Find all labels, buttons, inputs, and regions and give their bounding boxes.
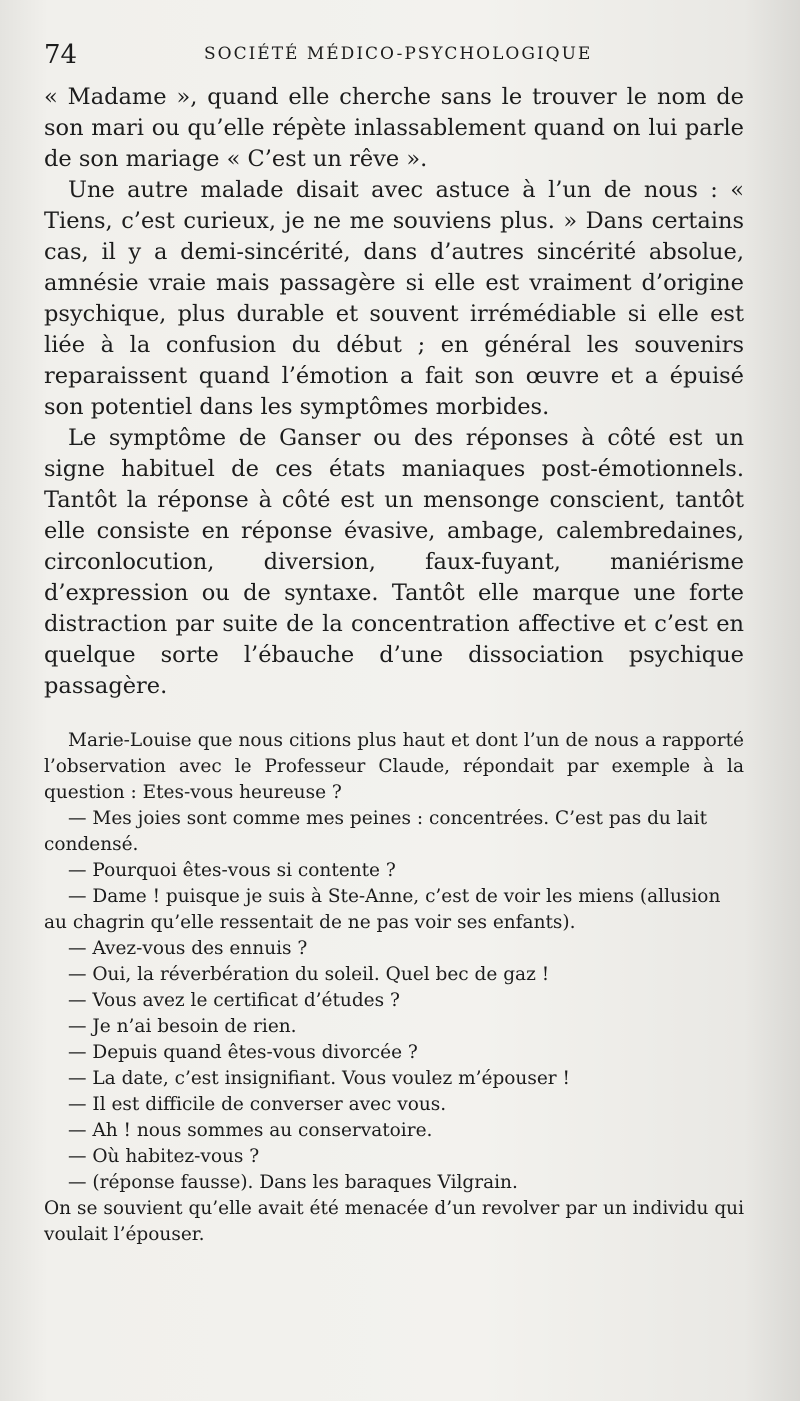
dialogue-line: — La date, c’est insignifiant. Vous voulez m’épouser ! (68, 1068, 570, 1089)
dialogue-line: — Je n’ai besoin de rien. (68, 1016, 297, 1037)
dialogue-line: — Avez-vous des ennuis ? (68, 938, 308, 959)
dialogue-line: — Pourquoi êtes-vous si contente ? (68, 860, 396, 881)
case-intro: Marie-Louise que nous citions plus haut et dont l’un de nous a rapporté l’observation avec le Professeur Claude, répondait par exemple à la question : Etes-vous heureuse ? (44, 730, 744, 803)
dialogue-line: — Vous avez le certificat d’études ? (68, 990, 400, 1011)
main-text (44, 82, 744, 702)
dialogue-line: — (réponse fausse). Dans les baraques Vilgrain. (68, 1172, 518, 1193)
dialogue-line: — Ah ! nous sommes au conservatoire. (68, 1120, 433, 1141)
page-header (44, 40, 744, 72)
page-body (44, 82, 744, 1248)
paragraph: Une autre malade disait avec astuce à l’un de nous : « Tiens, c’est curieux, je ne me souviens plus. » Dans certains cas, il y a demi-sincérité, dans d’autres sincérité absolue, amnésie vraie mais passagère si elle est vraiment d’origine psychique, plus durable et souvent irrémédiable si elle est liée à la confusion du début ; en général les souvenirs reparaissent quand l’émotion a fait son œuvre et a épuisé son potentiel dans les symptômes morbides. (44, 177, 744, 420)
dialogue-line: — Depuis quand êtes-vous divorcée ? (68, 1042, 418, 1063)
case-closing: On se souvient qu’elle avait été menacée d’un revolver par un individu qui voulait l’épouser. (44, 1198, 744, 1245)
dialogue-line: — Mes joies sont comme mes peines : concentrées. C’est pas du lait condensé. (44, 808, 707, 855)
paragraph: « Madame », quand elle cherche sans le trouver le nom de son mari ou qu’elle répète inlassablement quand on lui parle de son mariage « C’est un rêve ». (44, 84, 744, 172)
dialogue-line: — Oui, la réverbération du soleil. Quel bec de gaz ! (68, 964, 550, 985)
dialogue-line: — Où habitez-vous ? (68, 1146, 260, 1167)
page-number: 74 (44, 40, 78, 70)
dialogue-line: — Dame ! puisque je suis à Ste-Anne, c’est de voir les miens (allusion au chagrin qu’elle ressentait de ne pas voir ses enfants). (44, 886, 721, 933)
running-head: SOCIÉTÉ MÉDICO-PSYCHOLOGIQUE (204, 44, 593, 64)
paragraph: Le symptôme de Ganser ou des réponses à côté est un signe habituel de ces états maniaques post-émotionnels. Tantôt la réponse à côté est un mensonge conscient, tantôt elle consiste en réponse évasive, ambage, calembredaines, circonlocution, diversion, faux-fuyant, maniérisme d’expression ou de syntaxe. Tantôt elle marque une forte distraction par suite de la concentration affective et c’est en quelque sorte l’ébauche d’une dissociation psychique passagère. (44, 425, 744, 699)
case-excerpt (44, 728, 744, 1248)
dialogue-line: — Il est difficile de converser avec vous. (68, 1094, 447, 1115)
